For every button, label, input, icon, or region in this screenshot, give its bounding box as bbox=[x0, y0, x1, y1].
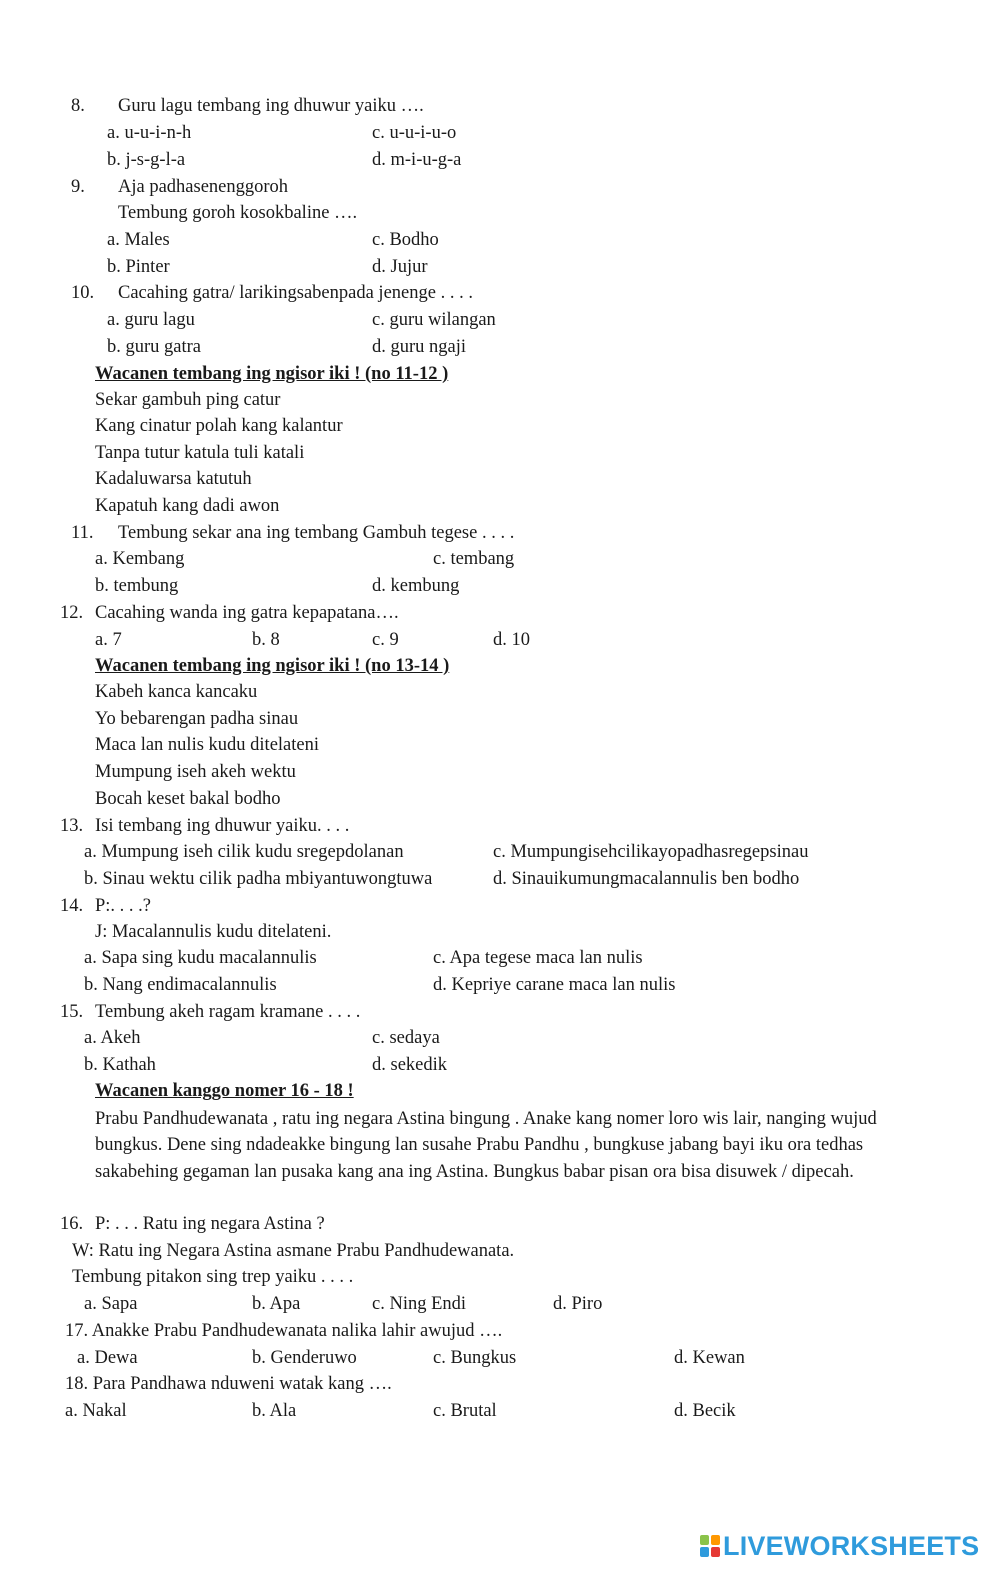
q16-option-d: d. Piro bbox=[553, 1294, 603, 1314]
q8-option-b: b. j-s-g-l-a bbox=[107, 150, 186, 170]
q9-option-a: a. Males bbox=[107, 230, 170, 250]
q8-option-c: c. u-u-i-u-o bbox=[372, 123, 457, 143]
q15-option-b: b. Kathah bbox=[84, 1055, 156, 1075]
q18-option-b: b. Ala bbox=[252, 1401, 297, 1421]
q12-number: 12. bbox=[60, 603, 84, 623]
liveworksheets-logo-icon bbox=[700, 1535, 720, 1557]
q9-option-b: b. Pinter bbox=[107, 257, 170, 277]
reading3-heading: Wacanen kanggo nomer 16 - 18 ! bbox=[95, 1081, 354, 1101]
q8-option-a: a. u-u-i-n-h bbox=[107, 123, 192, 143]
q16-option-a: a. Sapa bbox=[84, 1294, 138, 1314]
q17-option-c: c. Bungkus bbox=[433, 1348, 517, 1368]
q11-option-b: b. tembung bbox=[95, 576, 179, 596]
q17-text: 17. Anakke Prabu Pandhudewanata nalika lahir awujud …. bbox=[65, 1321, 503, 1341]
q11-option-c: c. tembang bbox=[433, 549, 515, 569]
q13-text: Isi tembang ing dhuwur yaiku. . . . bbox=[95, 816, 350, 836]
q13-option-a: a. Mumpung iseh cilik kudu sregepdolanan bbox=[84, 842, 404, 862]
q8-text: Guru lagu tembang ing dhuwur yaiku …. bbox=[118, 96, 424, 116]
reading1-line: Tanpa tutur katula tuli katali bbox=[95, 443, 305, 463]
q9-text2: Tembung goroh kosokbaline …. bbox=[118, 203, 358, 223]
q18-text: 18. Para Pandhawa nduweni watak kang …. bbox=[65, 1374, 392, 1394]
reading2-line: Kabeh kanca kancaku bbox=[95, 682, 258, 702]
liveworksheets-brand-text: LIVEWORKSHEETS bbox=[723, 1530, 980, 1561]
q12-text: Cacahing wanda ing gatra kepapatana…. bbox=[95, 603, 399, 623]
q15-number: 15. bbox=[60, 1002, 84, 1022]
reading2-line: Yo bebarengan padha sinau bbox=[95, 709, 299, 729]
q16-text3: Tembung pitakon sing trep yaiku . . . . bbox=[72, 1267, 354, 1287]
q14-text2: J: Macalannulis kudu ditelateni. bbox=[95, 922, 332, 942]
q16-number: 16. bbox=[60, 1214, 84, 1234]
q14-option-d: d. Kepriye carane maca lan nulis bbox=[433, 975, 676, 995]
q11-option-a: a. Kembang bbox=[95, 549, 185, 569]
q15-option-a: a. Akeh bbox=[84, 1028, 141, 1048]
liveworksheets-logo[interactable] bbox=[700, 1530, 979, 1562]
q8-option-d: d. m-i-u-g-a bbox=[372, 150, 462, 170]
q10-option-c: c. guru wilangan bbox=[372, 310, 496, 330]
q17-option-b: b. Genderuwo bbox=[252, 1348, 357, 1368]
q12-option-c: c. 9 bbox=[372, 630, 399, 650]
q9-option-c: c. Bodho bbox=[372, 230, 439, 250]
reading3-paragraph: Prabu Pandhudewanata , ratu ing negara Astina bingung . Anake kang nomer loro wis lair, nanging wujud bungkus. Dene sing ndadeakke bingung lan susahe Prabu Pandhu , bungkuse jabang bayi iku ora tedhas sakabehing gegaman lan pusaka kang ana ing Astina. Bungkus babar pisan ora bisa disuwek / dipecah. bbox=[95, 1109, 877, 1182]
q16-option-c: c. Ning Endi bbox=[372, 1294, 467, 1314]
q16-option-b: b. Apa bbox=[252, 1294, 301, 1314]
q9-text: Aja padhasenenggoroh bbox=[118, 177, 289, 197]
q12-option-b: b. 8 bbox=[252, 630, 280, 650]
q10-option-a: a. guru lagu bbox=[107, 310, 195, 330]
q18-option-a: a. Nakal bbox=[65, 1401, 127, 1421]
q12-option-d: d. 10 bbox=[493, 630, 530, 650]
q11-number: 11. bbox=[71, 523, 94, 543]
reading2-line: Bocah keset bakal bodho bbox=[95, 789, 281, 809]
q13-option-c: c. Mumpungisehcilikayopadhasregepsinau bbox=[493, 842, 809, 862]
q9-option-d: d. Jujur bbox=[372, 257, 428, 277]
reading1-line: Kadaluwarsa katutuh bbox=[95, 469, 252, 489]
q14-option-c: c. Apa tegese maca lan nulis bbox=[433, 948, 643, 968]
reading2-line: Mumpung iseh akeh wektu bbox=[95, 762, 296, 782]
q14-option-a: a. Sapa sing kudu macalannulis bbox=[84, 948, 317, 968]
reading1-line: Sekar gambuh ping catur bbox=[95, 390, 281, 410]
q10-option-b: b. guru gatra bbox=[107, 337, 202, 357]
q9-number: 9. bbox=[71, 177, 85, 197]
reading2-heading: Wacanen tembang ing ngisor iki ! (no 13-14 ) bbox=[95, 656, 450, 676]
q11-option-d: d. kembung bbox=[372, 576, 460, 596]
q18-option-d: d. Becik bbox=[674, 1401, 736, 1421]
q15-option-d: d. sekedik bbox=[372, 1055, 448, 1075]
reading1-heading: Wacanen tembang ing ngisor iki ! (no 11-12 ) bbox=[95, 364, 449, 384]
q14-text: P:. . . .? bbox=[95, 896, 152, 916]
q13-option-d: d. Sinauikumungmacalannulis ben bodho bbox=[493, 869, 800, 889]
q14-option-b: b. Nang endimacalannulis bbox=[84, 975, 277, 995]
q8-number: 8. bbox=[71, 96, 85, 116]
q10-option-d: d. guru ngaji bbox=[372, 337, 467, 357]
q13-number: 13. bbox=[60, 816, 84, 836]
q14-number: 14. bbox=[60, 896, 84, 916]
q12-option-a: a. 7 bbox=[95, 630, 122, 650]
q13-option-b: b. Sinau wektu cilik padha mbiyantuwongtuwa bbox=[84, 869, 433, 889]
q10-text: Cacahing gatra/ larikingsabenpada jenenge . . . . bbox=[118, 283, 473, 303]
reading1-line: Kang cinatur polah kang kalantur bbox=[95, 416, 343, 436]
q17-option-a: a. Dewa bbox=[77, 1348, 138, 1368]
q11-text: Tembung sekar ana ing tembang Gambuh tegese . . . . bbox=[118, 523, 515, 543]
q15-option-c: c. sedaya bbox=[372, 1028, 440, 1048]
reading2-line: Maca lan nulis kudu ditelateni bbox=[95, 735, 319, 755]
q16-text: P: . . . Ratu ing negara Astina ? bbox=[95, 1214, 325, 1234]
q10-number: 10. bbox=[71, 283, 95, 303]
q15-text: Tembung akeh ragam kramane . . . . bbox=[95, 1002, 361, 1022]
q17-option-d: d. Kewan bbox=[674, 1348, 745, 1368]
q16-text2: W: Ratu ing Negara Astina asmane Prabu Pandhudewanata. bbox=[72, 1241, 515, 1261]
reading1-line: Kapatuh kang dadi awon bbox=[95, 496, 280, 516]
q18-option-c: c. Brutal bbox=[433, 1401, 497, 1421]
